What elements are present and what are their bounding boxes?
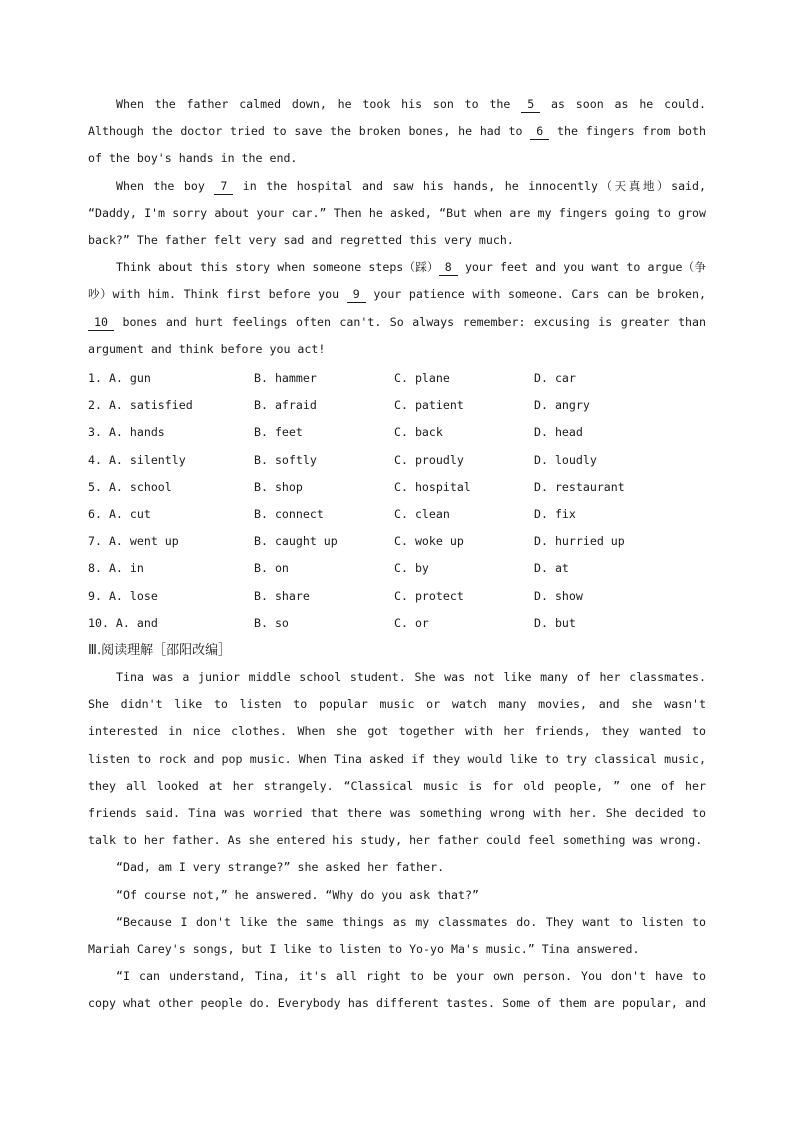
option-a[interactable]: 7. A. went up (88, 534, 179, 549)
option-c[interactable]: C. woke up (394, 534, 464, 549)
option-d[interactable]: D. fix (534, 506, 576, 521)
section-title: Ⅲ.阅读理解［邵阳改编］ (88, 643, 232, 658)
blank-9[interactable]: 9 (347, 287, 366, 303)
option-row (88, 610, 708, 637)
option-b[interactable]: B. shop (254, 479, 303, 494)
paragraph: “Because I don't like the same things as my classmates do. They want to listen to Mariah Carey's songs, but I like to listen to Yo-yo Ma's music.” Tina answered. (88, 914, 706, 957)
option-c[interactable]: C. plane (394, 371, 450, 385)
option-d[interactable]: D. angry (534, 398, 590, 413)
option-c[interactable]: C. by (394, 561, 429, 576)
paragraph: Tina was a junior middle school student. She was not like many of her classmates. She didn't like to listen to popular music or watch many movies, and she wasn't interested in nice clothes. When she got together with her friends, they wanted to listen to rock and pop music. When Tina asked if they would like to try classical music, they all looked at her strangely. “Classical music is for old people, ” one of her friends said. Tina was worried that there was something wrong with her. She decided to talk to her father. As she entered his study, her father could feel something was wrong. (88, 670, 706, 848)
answer-options (88, 365, 708, 637)
option-b[interactable]: B. so (254, 615, 289, 630)
option-b[interactable]: B. on (254, 561, 289, 576)
option-row (88, 555, 708, 582)
option-c[interactable]: C. back (394, 425, 443, 440)
option-d[interactable]: D. at (534, 561, 569, 576)
paragraph: Think about this story when someone steps（踩） 8 your feet and you want to argue（争吵）with him. Think first before you 9 your patience with someone. Cars can be broken, 10 bones and hurt feelings often can't. So always remember: excusing is greater than argument and think before you act! (88, 260, 706, 356)
paragraph: When the boy 7 in the hospital and saw his hands, he innocently（天真地）said, “Daddy, I'm sorry about your car.” Then he asked, “But when are my fingers going to grow back?” The father felt very sad and regretted this very much. (88, 178, 706, 248)
option-d[interactable]: D. loudly (534, 452, 597, 467)
option-row (88, 447, 708, 474)
option-b[interactable]: B. caught up (254, 534, 338, 549)
option-d[interactable]: D. show (534, 588, 583, 603)
option-row (88, 474, 708, 501)
option-c[interactable]: C. proudly (394, 452, 464, 467)
blank-8[interactable]: 8 (439, 260, 458, 276)
reading-passage (88, 664, 706, 1018)
option-c[interactable]: C. clean (394, 506, 450, 521)
option-d[interactable]: D. restaurant (534, 479, 625, 494)
option-row (88, 501, 708, 528)
option-a[interactable]: 4. A. silently (88, 452, 186, 467)
paragraph: “Of course not,” he answered. “Why do you ask that?” (116, 887, 479, 902)
option-a[interactable]: 5. A. school (88, 479, 172, 494)
option-row (88, 583, 708, 610)
option-b[interactable]: B. softly (254, 452, 317, 467)
option-row (88, 528, 708, 555)
option-b[interactable]: B. connect (254, 506, 324, 521)
option-c[interactable]: C. protect (394, 588, 464, 603)
option-a[interactable]: 1. A. gun (88, 371, 151, 385)
option-d[interactable]: D. hurried up (534, 534, 625, 549)
option-row (88, 392, 708, 419)
option-a[interactable]: 10. A. and (88, 615, 158, 630)
option-a[interactable]: 3. A. hands (88, 425, 165, 440)
blank-10[interactable]: 10 (88, 315, 114, 331)
option-a[interactable]: 2. A. satisfied (88, 398, 193, 413)
blank-5[interactable]: 5 (521, 97, 540, 113)
option-a[interactable]: 8. A. in (88, 561, 144, 576)
option-d[interactable]: D. head (534, 425, 583, 440)
option-b[interactable]: B. feet (254, 425, 303, 440)
option-c[interactable]: C. or (394, 615, 429, 630)
cloze-passage (88, 91, 706, 363)
option-b[interactable]: B. afraid (254, 398, 317, 413)
blank-6[interactable]: 6 (530, 124, 549, 140)
option-b[interactable]: B. share (254, 588, 310, 603)
option-b[interactable]: B. hammer (254, 371, 317, 385)
option-a[interactable]: 9. A. lose (88, 588, 158, 603)
option-row (88, 419, 708, 446)
paragraph: “Dad, am I very strange?” she asked her father. (116, 860, 445, 875)
paragraph: When the father calmed down, he took his son to the 5 as soon as he could. Although the doctor tried to save the broken bones, he had to 6 the fingers from both of the boy's hands in the end. (88, 97, 706, 166)
blank-7[interactable]: 7 (214, 179, 233, 195)
paragraph: “I can understand, Tina, it's all right to be your own person. You don't have to copy what other people do. Everybody has different tastes. Some of them are popular, and (88, 969, 706, 1011)
option-c[interactable]: C. patient (394, 398, 464, 413)
option-d[interactable]: D. car (534, 371, 576, 385)
option-d[interactable]: D. but (534, 615, 576, 630)
option-a[interactable]: 6. A. cut (88, 506, 151, 521)
option-row (88, 365, 708, 392)
option-c[interactable]: C. hospital (394, 479, 471, 494)
